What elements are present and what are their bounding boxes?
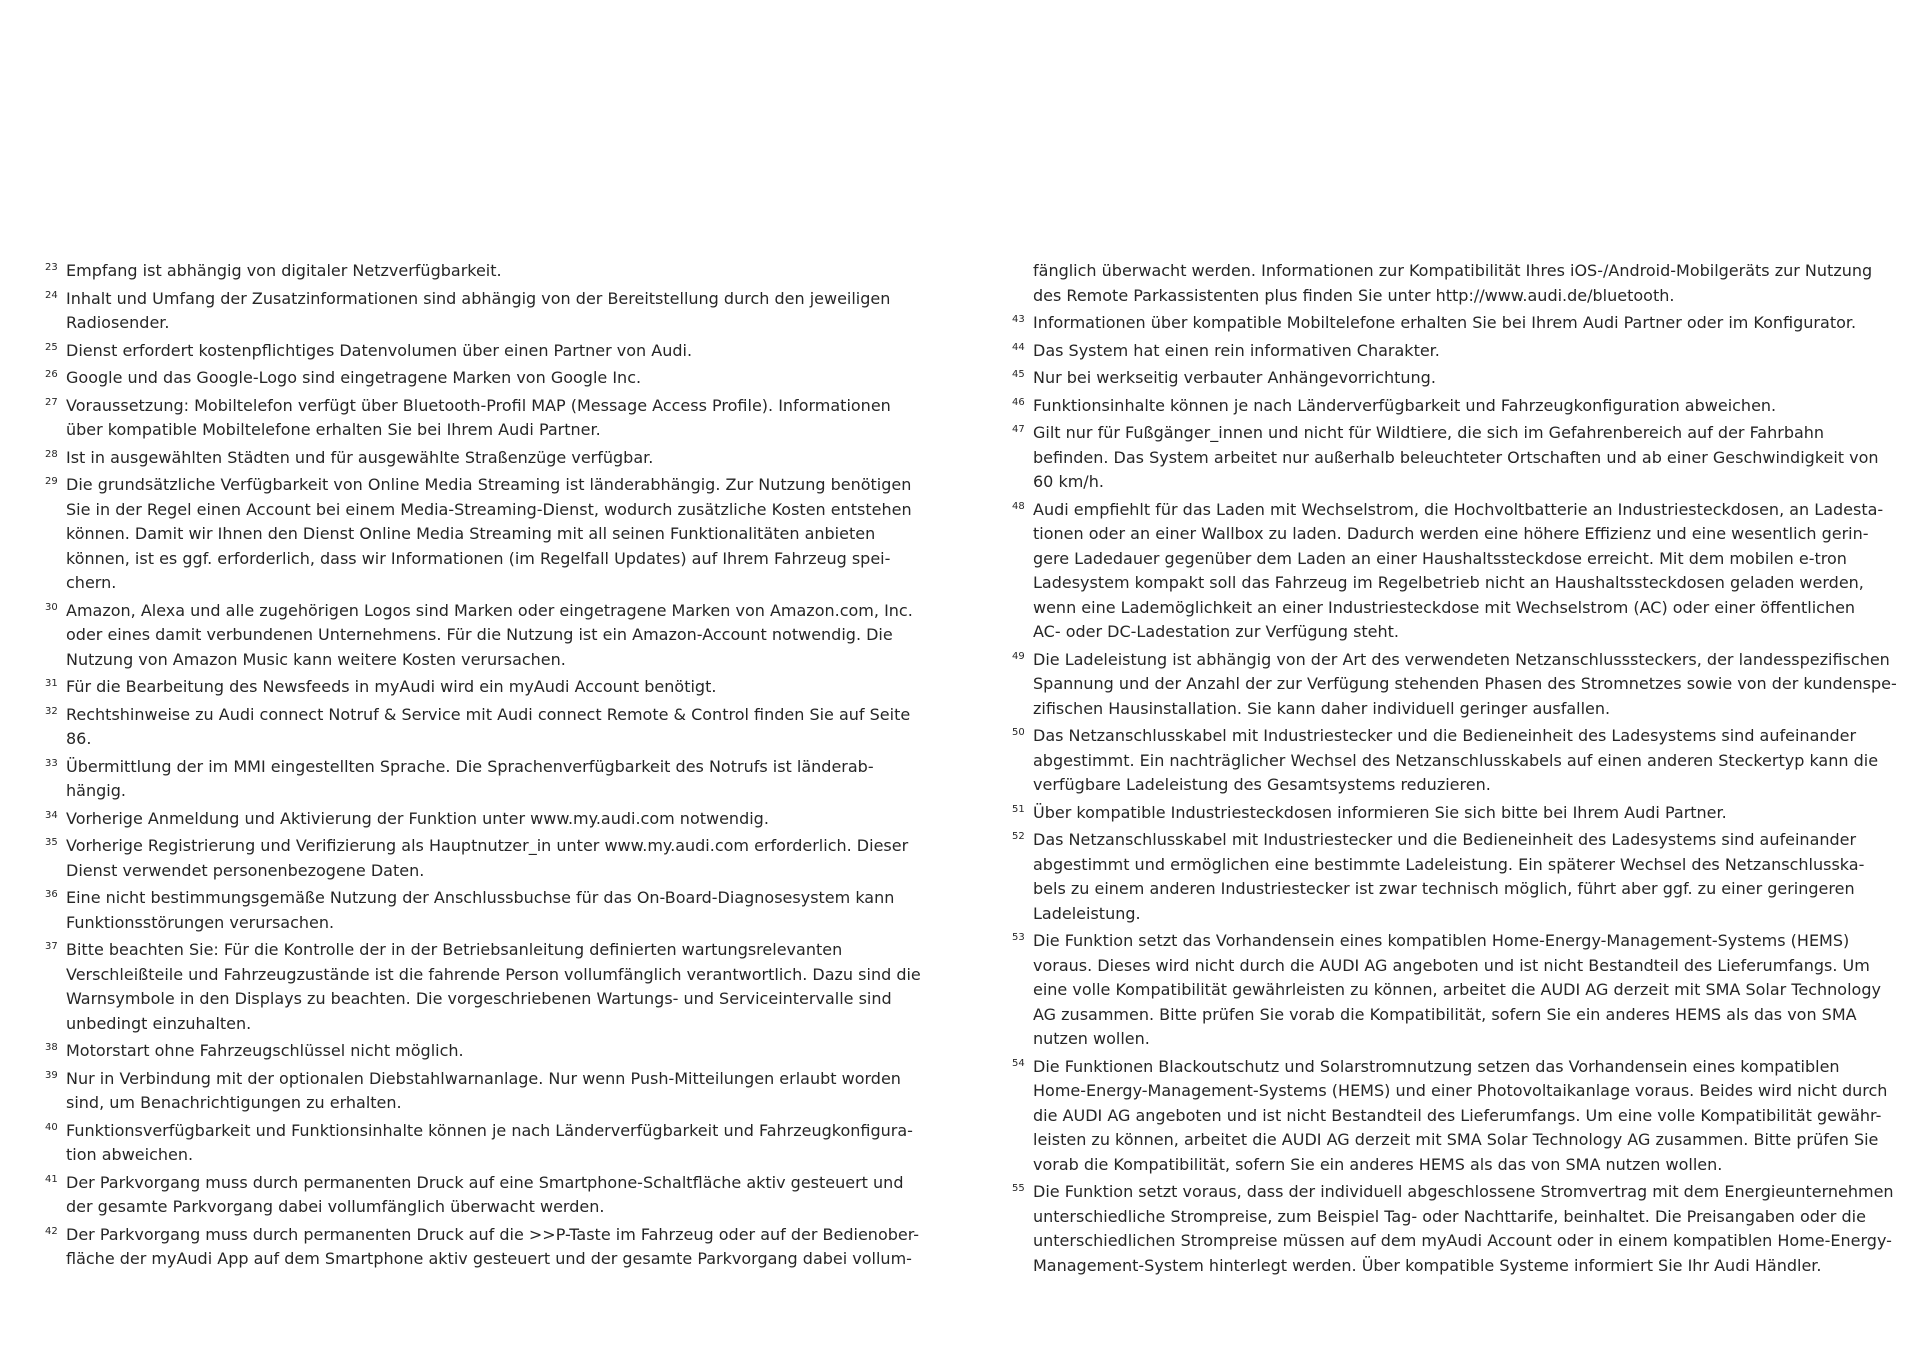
footnote-32 [45, 703, 950, 752]
footnote-text: Das System hat einen rein informativen Charakter. [1033, 340, 1440, 360]
footnotes-right-column [1012, 259, 1912, 1281]
footnote-number: 53 [1012, 932, 1025, 943]
footnote-number: 50 [1012, 727, 1025, 738]
footnote-40 [45, 1119, 950, 1168]
footnote-text: Die grundsätzliche Verfügbarkeit von Online Media Streaming ist länderabhängig. Zur Nutzung benötigen Sie in der Regel einen Account bei einem Media-Streaming-Dienst, wodurch zusätzliche Kosten entstehen können. Damit wir Ihnen den Dienst Online Media Streaming mit all seinen Funktionalitäten anbieten können, ist es ggf. erforderlich, dass wir Informationen (im Regelfall Updates) auf Ihrem Fahrzeug spei- chern. [66, 475, 912, 592]
footnote-48 [1012, 498, 1912, 645]
footnote-49 [1012, 648, 1912, 722]
footnote-text: Bitte beachten Sie: Für die Kontrolle der in der Betriebsanleitung definierten wartungsrelevanten Verschleißteile und Fahrzeugzustände ist die fahrende Person vollumfänglich verantwortlich. Dazu sind die Warnsymbole in den Displays zu beachten. Die vorgeschriebenen Wartungs- und Serviceintervalle sind unbedingt einzuhalten. [66, 940, 921, 1033]
footnote-text: Google und das Google-Logo sind eingetragene Marken von Google Inc. [66, 368, 642, 387]
footnote-27 [45, 394, 950, 443]
footnote-number: 29 [45, 476, 58, 487]
footnote-47 [1012, 421, 1912, 495]
footnote-number: 23 [45, 262, 58, 273]
footnote-text: Dienst erfordert kostenpflichtiges Datenvolumen über einen Partner von Audi. [66, 340, 693, 360]
footnote-text: Ist in ausgewählten Städten und für ausgewählte Straßenzüge verfügbar. [66, 447, 654, 467]
footnote-text: Die Funktionen Blackoutschutz und Solarstromnutzung setzen das Vorhandensein eines kompatiblen Home-Energy-Management-Systems (HEMS) und einer Photovoltaikanlage voraus. Beides wird nicht durch die AUDI AG angeboten und ist nicht Bestandteil des Lieferumfangs. Um eine volle Kompatibilität gewähr- leisten zu können, arbeitet die AUDI AG derzeit mit SMA Solar Technology AG zusammen. Bitte prüfen Sie vorab die Kompatibilität, sofern Sie ein anderes HEMS als das von SMA nutzen wollen. [1033, 1056, 1888, 1174]
footnote-text: Die Funktion setzt voraus, dass der individuell abgeschlossene Stromvertrag mit dem Energieunternehmen unterschiedliche Strompreise, zum Beispiel Tag- oder Nachttarife, beinhaltet. Die Preisangaben oder die unterschiedlichen Strompreise müssen auf dem myAudi Account oder in einem kompatiblen Home-Energy- Management-System hinterlegt werden. Über kompatible Systeme informiert Sie Ihr Audi Händler. [1033, 1182, 1894, 1275]
footnote-number: 28 [45, 448, 58, 460]
footnote-number: 55 [1012, 1183, 1025, 1194]
footnote-34 [45, 807, 950, 832]
footnote-33 [45, 755, 950, 804]
footnote-text: Nur in Verbindung mit der optionalen Diebstahlwarnanlage. Nur wenn Push-Mitteilungen erlaubt worden sind, um Benachrichtigungen zu erhalten. [66, 1068, 901, 1112]
footnote-52 [1012, 828, 1912, 926]
footnote-number: 52 [1012, 831, 1025, 842]
footnote-number: 33 [45, 757, 58, 769]
footnote-number: 46 [1012, 396, 1025, 408]
footnote-text: Vorherige Anmeldung und Aktivierung der Funktion unter www.my.audi.com notwendig. [66, 808, 769, 828]
footnote-43 [1012, 311, 1912, 336]
footnote-text: Übermittlung der im MMI eingestellten Sprache. Die Sprachenverfügbarkeit des Notrufs ist länderab- hängig. [66, 756, 874, 800]
footnote-number: 49 [1012, 650, 1025, 662]
footnote-number: 37 [45, 941, 58, 952]
footnote-number: 39 [45, 1069, 58, 1081]
footnote-number: 27 [45, 396, 58, 408]
footnote-41 [45, 1171, 950, 1220]
footnote-text: Vorherige Registrierung und Verifizierung als Hauptnutzer_in unter www.my.audi.com erforderlich. Dieser Dienst verwendet personenbezogene Daten. [66, 836, 909, 880]
footnote-text: Das Netzanschlusskabel mit Industriestecker und die Bedieneinheit des Ladesystems sind aufeinander abgestimmt und ermöglichen eine bestimmte Ladeleistung. Ein späterer Wechsel des Netzanschlusska- bels zu einem anderen Industriestecker ist zwar technisch möglich, führt aber ggf. zu einer geringeren Ladeleistung. [1033, 830, 1865, 923]
footnote-46 [1012, 394, 1912, 419]
footnote-text: Funktionsverfügbarkeit und Funktionsinhalte können je nach Länderverfügbarkeit und Fahrzeugkonfigura- tion abweichen. [66, 1120, 913, 1164]
footnote-text: Inhalt und Umfang der Zusatzinformationen sind abhängig von der Bereitstellung durch den jeweiligen Radiosender. [66, 288, 891, 332]
footnote-number: 54 [1012, 1057, 1025, 1069]
footnote-23 [45, 259, 950, 284]
footnote-number: 32 [45, 705, 58, 717]
footnote-38 [45, 1039, 950, 1064]
footnote-number: 40 [45, 1121, 58, 1133]
footnote-text: Der Parkvorgang muss durch permanenten Druck auf eine Smartphone-Schaltfläche aktiv gesteuert und der gesamte Parkvorgang dabei vollumfänglich überwacht werden. [66, 1172, 904, 1216]
footnote-number: 47 [1012, 424, 1025, 435]
footnote-text: Eine nicht bestimmungsgemäße Nutzung der Anschlussbuchse für das On-Board-Diagnosesystem kann Funktionsstörungen verursachen. [66, 888, 895, 932]
footnote-51 [1012, 801, 1912, 826]
footnote-number: 26 [45, 369, 58, 380]
footnote-24 [45, 287, 950, 336]
footnote-text: Für die Bearbeitung des Newsfeeds in myAudi wird ein myAudi Account benötigt. [66, 677, 717, 696]
footnote-text: Amazon, Alexa und alle zugehörigen Logos sind Marken oder eingetragene Marken von Amazon.com, Inc. oder eines damit verbundenen Unternehmens. Für die Nutzung ist ein Amazon-Account notwendig. Die Nutzung von Amazon Music kann weitere Kosten verursachen. [66, 600, 913, 669]
footnote-text: Nur bei werkseitig verbauter Anhängevorrichtung. [1033, 368, 1436, 387]
footnote-25 [45, 339, 950, 364]
footnotes-left-column [45, 259, 950, 1275]
footnote-text: Die Funktion setzt das Vorhandensein eines kompatiblen Home-Energy-Management-Systems (HEMS) voraus. Dieses wird nicht durch die AUDI AG angeboten und ist nicht Bestandteil des Lieferumfangs. Um eine volle Kompatibilität gewährleisten zu können, arbeitet die AUDI AG derzeit mit SMA Solar Technology AG zusammen. Bitte prüfen Sie vorab die Kompatibilität, sofern Sie ein anderes HEMS als das von SMA nutzen wollen. [1033, 931, 1881, 1048]
footnote-50 [1012, 724, 1912, 798]
footnote-number: 24 [45, 289, 58, 301]
footnote-number: 51 [1012, 803, 1025, 815]
footnote-number: 31 [45, 678, 58, 689]
footnote-text: Motorstart ohne Fahrzeugschlüssel nicht möglich. [66, 1041, 464, 1060]
footnote-text: Audi empfiehlt für das Laden mit Wechselstrom, die Hochvoltbatterie an Industriesteckdosen, an Ladesta- tionen oder an einer Wallbox zu laden. Dadurch werden eine höhere Effizienz und eine wesentlich gerin- gere Ladedauer gegenüber dem Laden an einer Haushaltssteckdose erreicht. Mit dem mobilen e-tron Ladesystem kompakt soll das Fahrzeug im Regelbetrieb nicht an Haushaltssteckdosen geladen werden, wenn eine Lademöglichkeit an einer Industriesteckdose mit Wechselstrom (AC) oder einer öffentlichen AC- oder DC-Ladestation zur Verfügung steht. [1033, 499, 1884, 641]
footnote-number: 30 [45, 601, 58, 613]
footnote-number: 25 [45, 341, 58, 353]
footnote-text: Die Ladeleistung ist abhängig von der Art des verwendeten Netzanschlusssteckers, der landesspezifischen Spannung und der Anzahl der zur Verfügung stehenden Phasen des Stromnetzes sowie von der kundenspe- zifischen Hausinstallation. Sie kann daher individuell geringer ausfallen. [1033, 649, 1897, 718]
footnote-text: Gilt nur für Fußgänger_innen und nicht für Wildtiere, die sich im Gefahrenbereich auf der Fahrbahn befinden. Das System arbeitet nur außerhalb beleuchteter Ortschaften und ab einer Geschwindigkeit von 60 km/h. [1033, 423, 1879, 491]
footnote-29 [45, 473, 950, 596]
footnote-text: Über kompatible Industriesteckdosen informieren Sie sich bitte bei Ihrem Audi Partner. [1033, 802, 1727, 822]
footnote-number: 42 [45, 1225, 58, 1237]
footnote-number: 35 [45, 837, 58, 848]
footnote-35 [45, 834, 950, 883]
footnote-number: 41 [45, 1173, 58, 1185]
footnote-number: 43 [1012, 314, 1025, 325]
footnote-text: Empfang ist abhängig von digitaler Netzverfügbarkeit. [66, 261, 502, 280]
footnote-number: 48 [1012, 500, 1025, 512]
footnote-42-continuation: fänglich überwacht werden. Informationen zur Kompatibilität Ihres iOS-/Android-Mobilgeräts zur Nutzung des Remote Parkassistenten plus finden Sie unter http://www.audi.de/bluetooth. [1033, 261, 1873, 305]
footnote-text: Voraussetzung: Mobiltelefon verfügt über Bluetooth-Profil MAP (Message Access Profile). Informationen über kompatible Mobiltelefone erhalten Sie bei Ihrem Audi Partner. [66, 395, 891, 439]
footnote-45 [1012, 366, 1912, 391]
footnote-number: 38 [45, 1042, 58, 1053]
footnote-39 [45, 1067, 950, 1116]
footnote-number: 44 [1012, 341, 1025, 353]
footnote-28 [45, 446, 950, 471]
footnote-42 [45, 1223, 950, 1272]
footnote-text: Funktionsinhalte können je nach Länderverfügbarkeit und Fahrzeugkonfiguration abweichen. [1033, 395, 1777, 415]
footnote-text: Der Parkvorgang muss durch permanenten Druck auf die >>P-Taste im Fahrzeug oder auf der Bedienober- fläche der myAudi App auf dem Smartphone aktiv gesteuert und der gesamte Parkvorgang dabei vollum- [66, 1224, 920, 1268]
footnote-54 [1012, 1055, 1912, 1178]
footnote-number: 34 [45, 809, 58, 821]
footnote-37 [45, 938, 950, 1036]
footnote-26 [45, 366, 950, 391]
footnote-text: Rechtshinweise zu Audi connect Notruf & Service mit Audi connect Remote & Control finden Sie auf Seite 86. [66, 704, 911, 748]
footnote-31 [45, 675, 950, 700]
footnote-text: Informationen über kompatible Mobiltelefone erhalten Sie bei Ihrem Audi Partner oder im Konfigurator. [1033, 313, 1857, 332]
footnote-text: Das Netzanschlusskabel mit Industriestecker und die Bedieneinheit des Ladesystems sind aufeinander abgestimmt. Ein nachträglicher Wechsel des Netzanschlusskabels auf einen anderen Steckertyp kann die verfügbare Ladeleistung des Gesamtsystems reduzieren. [1033, 726, 1879, 794]
footnote-number: 36 [45, 889, 58, 900]
footnote-36 [45, 886, 950, 935]
footnote-55 [1012, 1180, 1912, 1278]
footnote-44 [1012, 339, 1912, 364]
footnote-30 [45, 599, 950, 673]
footnote-53 [1012, 929, 1912, 1052]
footnote-number: 45 [1012, 369, 1025, 380]
